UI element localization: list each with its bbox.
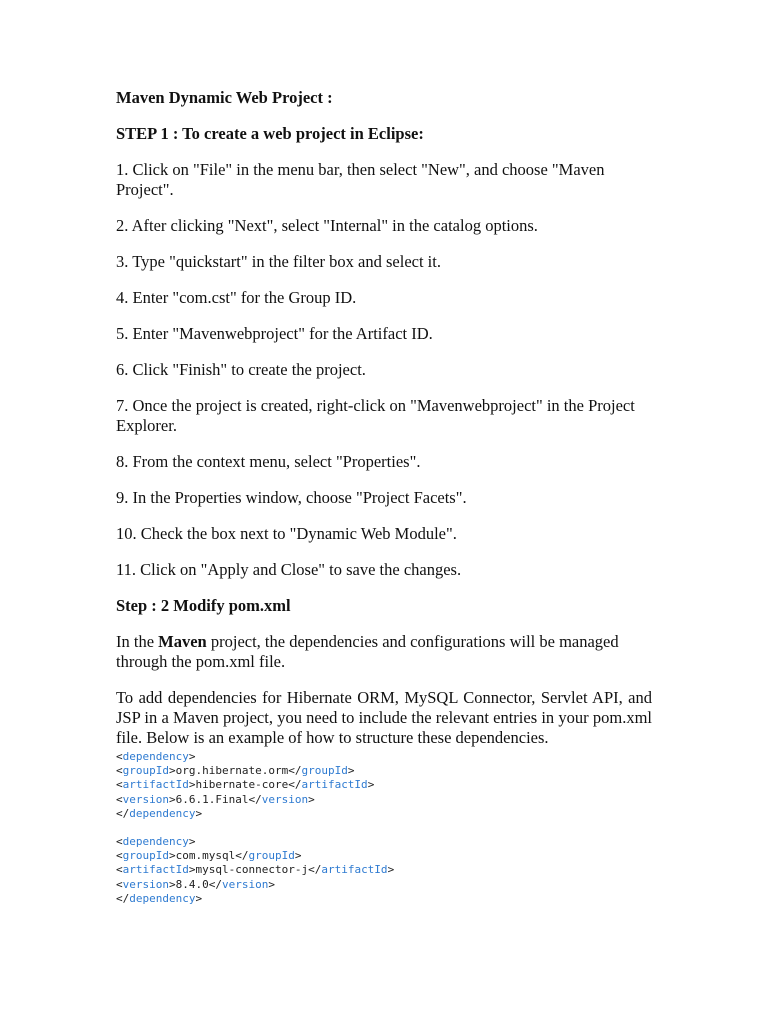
- code-tag: dependency: [129, 891, 196, 905]
- code-line: </dependency>: [116, 891, 203, 905]
- code-tag: groupId: [301, 764, 348, 778]
- code-line: <version>8.4.0</version>: [116, 877, 275, 891]
- step-item-10: 10. Check the box next to "Dynamic Web Module".: [116, 524, 457, 543]
- dependencies-paragraph: To add dependencies for Hibernate ORM, MySQL Connector, Servlet API, and JSP in a Maven project, you need to include the relevant entries in your pom.xml file. Below is an example of how to structure these dependencies.: [116, 688, 652, 747]
- code-tag: groupId: [122, 849, 169, 863]
- code-tag: artifactId: [122, 863, 189, 877]
- code-tag: groupId: [122, 764, 169, 778]
- maven-intro-paragraph: [116, 632, 652, 672]
- step-item-5: 5. Enter "Mavenwebproject" for the Artifact ID.: [116, 324, 433, 343]
- code-tag: version: [122, 877, 169, 891]
- document-title: Maven Dynamic Web Project :: [116, 88, 333, 107]
- step-item-9: 9. In the Properties window, choose "Project Facets".: [116, 488, 467, 507]
- code-tag: version: [261, 792, 309, 806]
- code-line: <artifactId>hibernate-core</artifactId>: [116, 778, 375, 792]
- code-tag: dependency: [129, 806, 196, 820]
- step-item-6: 6. Click "Finish" to create the project.: [116, 360, 366, 379]
- intro-suffix: project, the dependencies and configurations will be managed through the pom.xml file.: [116, 632, 619, 671]
- code-value: 6.6.1.Final: [175, 792, 249, 806]
- step-item-7: 7. Once the project is created, right-click on "Mavenwebproject" in the Project Explorer.: [116, 396, 635, 435]
- code-line: <groupId>org.hibernate.orm</groupId>: [116, 764, 355, 778]
- step2-heading: Step : 2 Modify pom.xml: [116, 596, 291, 615]
- code-tag: version: [221, 877, 269, 891]
- code-tag: dependency: [122, 750, 189, 763]
- code-value: com.mysql: [175, 849, 236, 863]
- code-block-hibernate: [116, 750, 652, 821]
- code-line: </dependency>: [116, 806, 203, 820]
- code-tag: dependency: [122, 835, 189, 849]
- code-block-mysql: [116, 835, 652, 906]
- code-line: <artifactId>mysql-connector-j</artifactId>: [116, 863, 395, 877]
- code-tag: groupId: [248, 849, 295, 863]
- code-tag: artifactId: [122, 778, 189, 792]
- code-tag: version: [122, 792, 169, 806]
- code-line: <dependency>: [116, 750, 196, 763]
- document-page: [116, 88, 652, 906]
- step-item-8: 8. From the context menu, select "Properties".: [116, 452, 421, 471]
- code-line: <version>6.6.1.Final</version>: [116, 792, 315, 806]
- code-tag: artifactId: [321, 863, 388, 877]
- code-value: mysql-connector-j: [195, 863, 309, 877]
- code-line: <groupId>com.mysql</groupId>: [116, 849, 302, 863]
- code-tag: artifactId: [301, 778, 368, 792]
- code-value: org.hibernate.orm: [175, 764, 289, 778]
- step-item-4: 4. Enter "com.cst" for the Group ID.: [116, 288, 357, 307]
- code-value: 8.4.0: [175, 877, 209, 891]
- step-item-2: 2. After clicking "Next", select "Internal" in the catalog options.: [116, 216, 538, 235]
- code-value: hibernate-core: [195, 778, 289, 792]
- intro-prefix: In the: [116, 632, 159, 651]
- step1-heading: STEP 1 : To create a web project in Eclipse:: [116, 124, 424, 143]
- code-line: <dependency>: [116, 835, 196, 849]
- intro-bold-word: Maven: [158, 632, 207, 651]
- step-item-1: 1. Click on "File" in the menu bar, then select "New", and choose "Maven Project".: [116, 160, 605, 199]
- step-item-3: 3. Type "quickstart" in the filter box and select it.: [116, 252, 441, 271]
- step-item-11: 11. Click on "Apply and Close" to save the changes.: [116, 560, 462, 579]
